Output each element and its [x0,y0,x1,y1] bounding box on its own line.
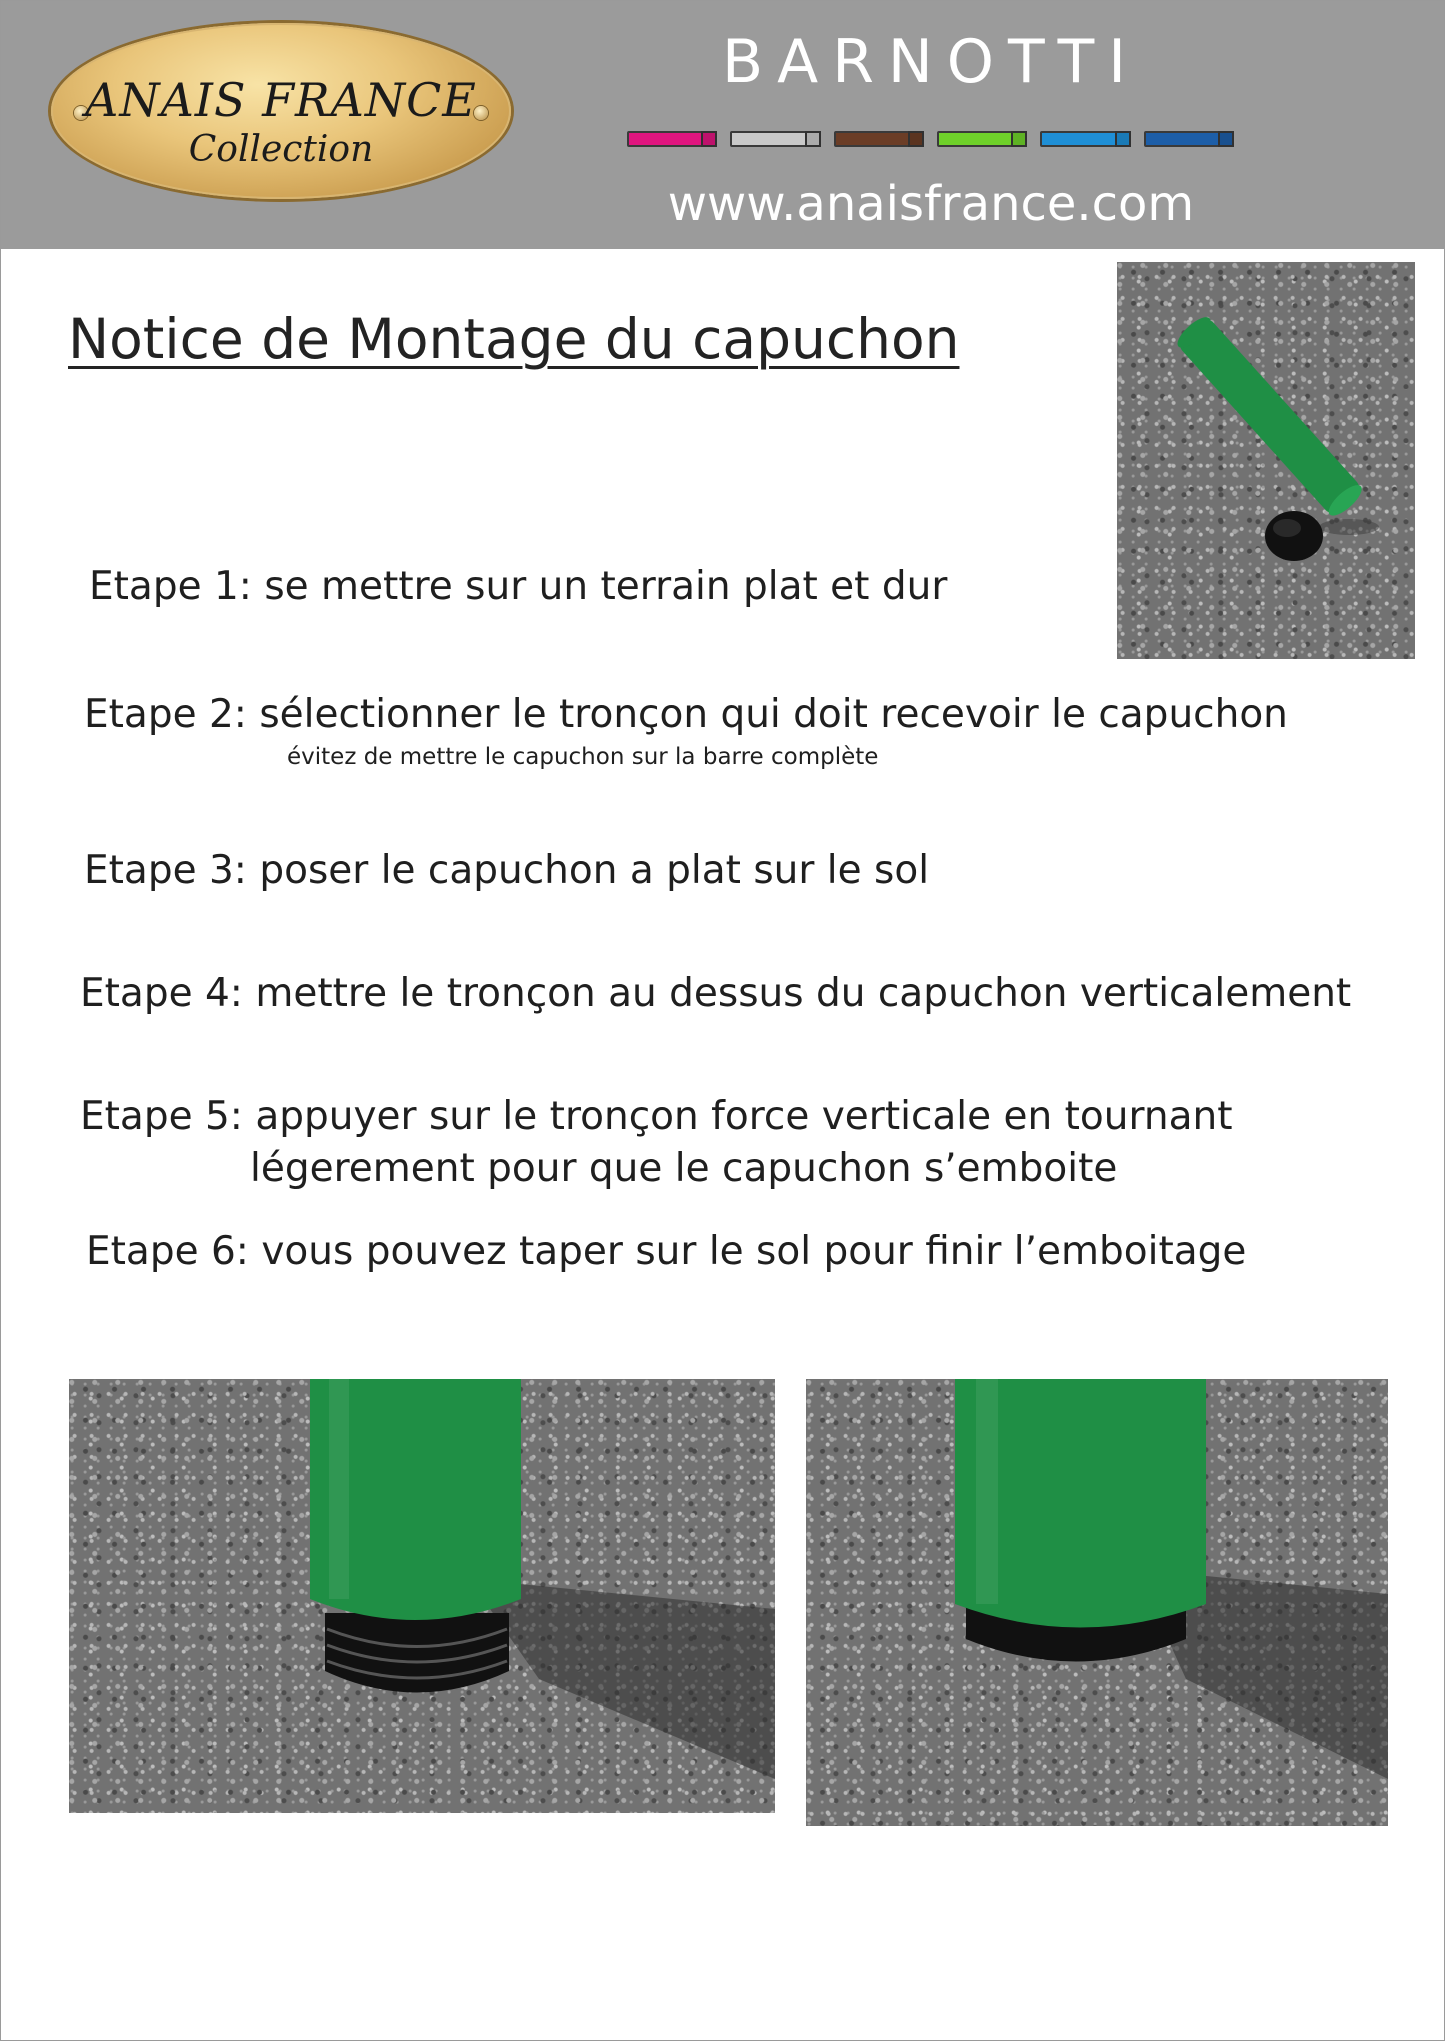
step-5: Etape 5: appuyer sur le tronçon force verticale en tournant [80,1094,1233,1139]
brand-name: BARNOTTI [722,27,1140,97]
pen-icon [1040,131,1130,147]
pen-icon [627,131,717,147]
pen-icon [937,131,1027,147]
step-1: Etape 1: se mettre sur un terrain plat et dur [89,564,948,609]
photo-cap-fitted [806,1379,1388,1826]
pen-icon [1144,131,1234,147]
pen-icon [730,131,820,147]
website-url: www.anaisfrance.com [667,176,1195,232]
step-2-note: évitez de mettre le capuchon sur la barre complète [287,744,879,770]
step-5-continued: légerement pour que le capuchon s’emboite [250,1146,1118,1191]
step-6: Etape 6: vous pouvez taper sur le sol pour finir l’emboitage [86,1229,1247,1274]
anais-france-logo [51,23,511,199]
logo-collection-text: Collection [188,129,374,170]
step-4: Etape 4: mettre le tronçon au dessus du capuchon verticalement [80,971,1352,1016]
pen-icon [834,131,924,147]
photo-cap-being-fitted [69,1379,775,1813]
step-3: Etape 3: poser le capuchon a plat sur le sol [84,848,930,893]
page-title: Notice de Montage du capuchon [68,307,960,371]
photo-tube-and-cap [1117,262,1415,659]
step-2: Etape 2: sélectionner le tronçon qui doit recevoir le capuchon [84,692,1288,737]
color-pens-row [627,131,1247,147]
logo-brand-text: ANAIS FRANCE [85,73,477,127]
header-banner [1,1,1444,249]
